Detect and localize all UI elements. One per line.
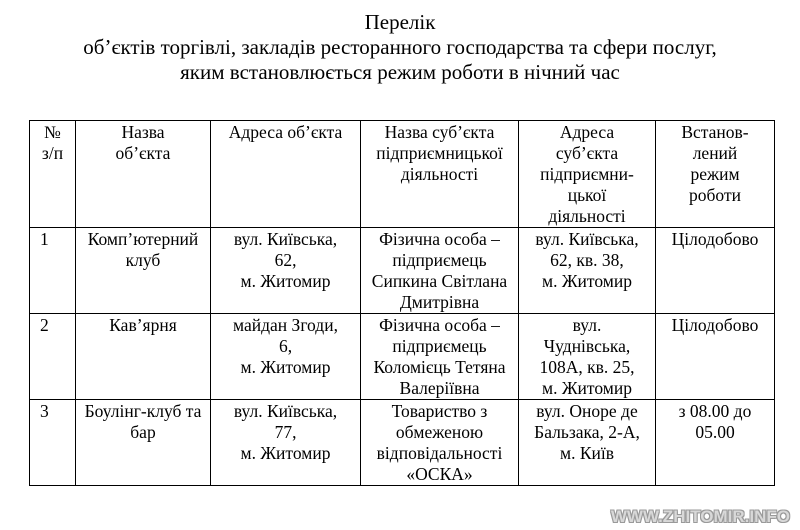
objects-table xyxy=(29,120,775,486)
table-header-row xyxy=(30,121,775,228)
cell-work-schedule: Цілодобово xyxy=(656,314,775,400)
table-row xyxy=(30,400,775,486)
cell-object-address: майдан Згоди, 6, м. Житомир xyxy=(211,314,361,400)
cell-work-schedule: Цілодобово xyxy=(656,228,775,314)
header-entity-address: Адреса суб’єкта підприємни- цької діяльності xyxy=(519,121,656,228)
header-entity-name: Назва суб’єкта підприємницької діяльності xyxy=(361,121,519,228)
cell-object-name: Комп’ютерний клуб xyxy=(76,228,211,314)
title-line-1: Перелік xyxy=(364,10,436,34)
cell-work-schedule: з 08.00 до 05.00 xyxy=(656,400,775,486)
cell-object-address: вул. Київська, 77, м. Житомир xyxy=(211,400,361,486)
header-number: № з/п xyxy=(30,121,76,228)
cell-object-address: вул. Київська, 62, м. Житомир xyxy=(211,228,361,314)
header-object-name: Назва об’єкта xyxy=(76,121,211,228)
cell-number: 2 xyxy=(30,314,76,400)
header-work-schedule: Встанов- лений режим роботи xyxy=(656,121,775,228)
site-watermark: WWW.ZHITOMIR.INFO xyxy=(610,507,790,526)
table-row xyxy=(30,228,775,314)
document-title xyxy=(0,10,800,85)
table-row xyxy=(30,314,775,400)
cell-entity-address: вул. Оноре де Бальзака, 2-А, м. Київ xyxy=(519,400,656,486)
cell-number: 1 xyxy=(30,228,76,314)
cell-entity-name: Товариство з обмеженою відповідальності «ОСКА» xyxy=(361,400,519,486)
cell-entity-address: вул. Чуднівська, 108А, кв. 25, м. Житомир xyxy=(519,314,656,400)
cell-number: 3 xyxy=(30,400,76,486)
cell-entity-address: вул. Київська, 62, кв. 38, м. Житомир xyxy=(519,228,656,314)
cell-entity-name: Фізична особа – підприємець Сипкина Світлана Дмитрівна xyxy=(361,228,519,314)
cell-object-name: Кав’ярня xyxy=(76,314,211,400)
title-line-2: об’єктів торгівлі, закладів ресторанного господарства та сфери послуг, xyxy=(83,35,717,59)
cell-entity-name: Фізична особа – підприємець Коломієць Тетяна Валеріївна xyxy=(361,314,519,400)
cell-object-name: Боулінг-клуб та бар xyxy=(76,400,211,486)
header-object-address: Адреса об’єкта xyxy=(211,121,361,228)
title-line-3: яким встановлюється режим роботи в нічний час xyxy=(180,60,620,84)
